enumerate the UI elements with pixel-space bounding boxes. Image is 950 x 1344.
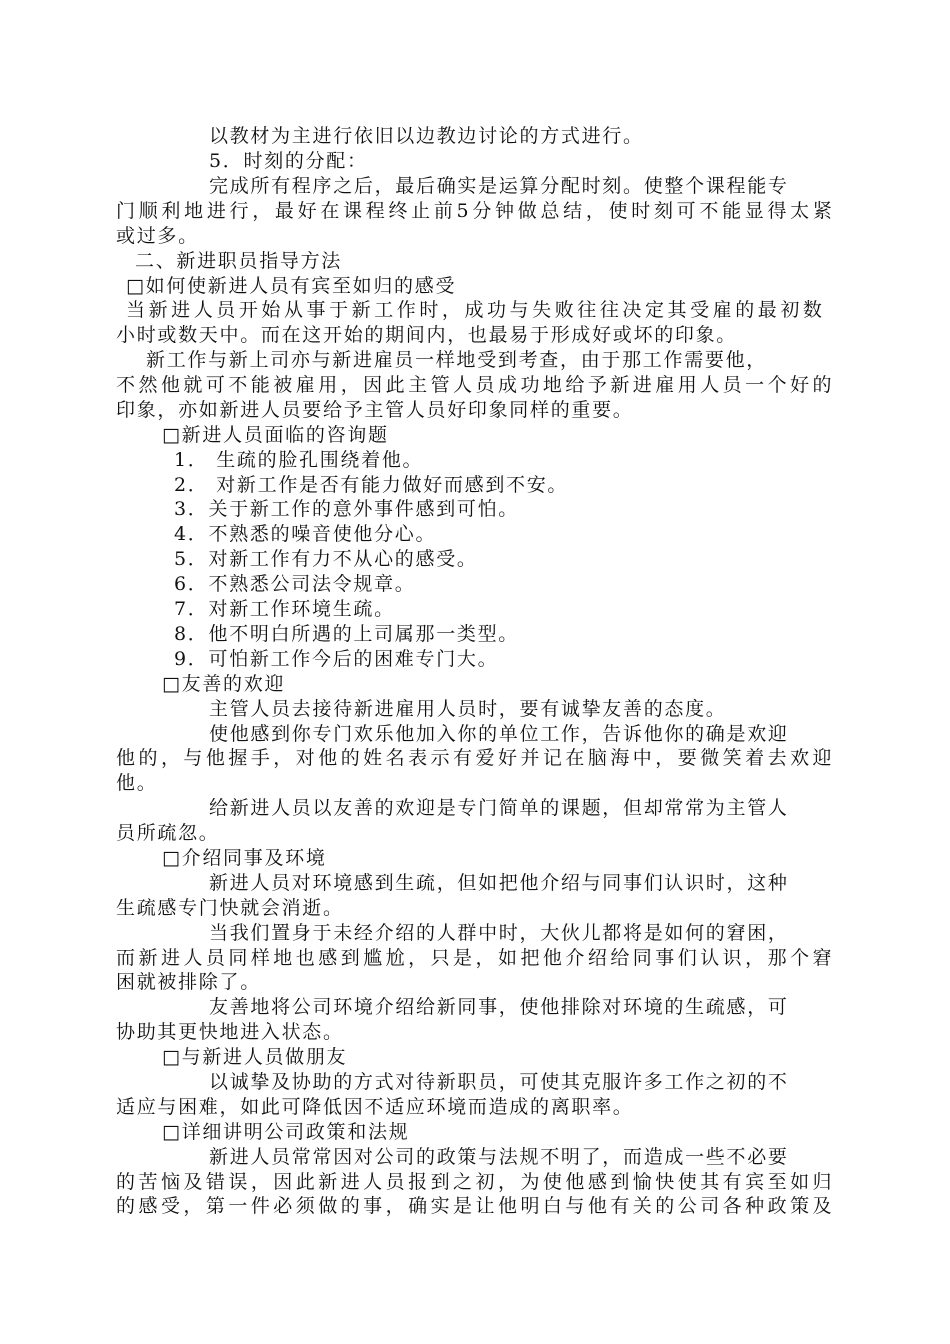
text-line: 的 苦 恼 及 错 误 ， 因 此 新 进 人 员 报 到 之 初 ， 为 使 他 感 到 愉 快 使 其 有 宾 至 如 归 xyxy=(116,1171,832,1193)
text-line: 适应与困难，如此可降低因不适应环境而造成的离职率。 xyxy=(116,1096,634,1118)
text-line: 友善地将公司环境介绍给新同事，使他排除对环境的生疏感，可 xyxy=(209,996,789,1018)
section-heading: 二、新进职员指导方法 xyxy=(135,250,343,272)
list-item: 1． 生疏的脸孔围绕着他。 xyxy=(174,449,424,471)
text-line: 完成所有程序之后，最后确实是运算分配时刻。使整个课程能专 xyxy=(209,175,789,197)
list-item: 9．可怕新工作今后的困难专门大。 xyxy=(174,648,499,670)
text-line: 的 感 受 ， 第 一 件 必 须 做 的 事 ， 确 实 是 让 他 明 白 与 他 有 关 的 公 司 各 种 政 策 及 xyxy=(116,1195,832,1217)
text-line: 当 新 进 人 员 开 始 从 事 于 新 工 作 时 ， 成 功 与 失 败 往 往 决 定 其 受 雇 的 最 初 数 xyxy=(126,299,822,321)
text-line: 给新进人员以友善的欢迎是专门简单的课题，但却常常为主管人 xyxy=(209,797,789,819)
text-line: 小时或数天中。而在这开始的期间内，也最易于形成好或坏的印象。 xyxy=(116,324,738,346)
text-line: 新进人员常常因对公司的政策与法规不明了，而造成一些不必要 xyxy=(209,1146,789,1168)
subsection-heading: □如何使新进人员有宾至如归的感受 xyxy=(126,275,457,297)
text-line: 主管人员去接待新进雇用人员时，要有诚挚友善的态度。 xyxy=(209,698,727,720)
text-line: 使他感到你专门欢乐他加入你的单位工作，告诉他你的确是欢迎 xyxy=(209,723,789,745)
text-line: 当我们置身于未经介绍的人群中时，大伙儿都将是如何的窘困， xyxy=(209,922,789,944)
list-item: 5．对新工作有力不从心的感受。 xyxy=(174,548,478,570)
text-line: 他。 xyxy=(116,772,158,794)
text-line: 新工作与新上司亦与新进雇员一样地受到考查，由于那工作需要他， xyxy=(146,349,768,371)
text-line: 或过多。 xyxy=(116,225,199,247)
text-line: 不 然 他 就 可 不 能 被 雇 用 ， 因 此 主 管 人 员 成 功 地 给 予 新 进 雇 用 人 员 一 个 好 的 xyxy=(116,374,832,396)
text-line: 以教材为主进行依旧以边教边讨论的方式进行。 xyxy=(209,125,644,147)
text-line: 5．时刻的分配： xyxy=(209,150,368,172)
text-line: 生疏感专门快就会消逝。 xyxy=(116,897,344,919)
list-item: 2． 对新工作是否有能力做好而感到不安。 xyxy=(174,474,569,496)
text-line: 他 的 ， 与 他 握 手 ， 对 他 的 姓 名 表 示 有 爱 好 并 记 在 脑 海 中 ， 要 微 笑 着 去 欢 迎 xyxy=(116,747,832,769)
text-line: 协助其更快地进入状态。 xyxy=(116,1021,344,1043)
text-line: 员所疏忽。 xyxy=(116,822,220,844)
subsection-heading: □与新进人员做朋友 xyxy=(162,1046,348,1068)
list-item: 3．关于新工作的意外事件感到可怕。 xyxy=(174,498,519,520)
subsection-heading: □详细讲明公司政策和法规 xyxy=(162,1121,410,1143)
text-line: 困就被排除了。 xyxy=(116,971,261,993)
list-item: 8．他不明白所遇的上司属那一类型。 xyxy=(174,623,519,645)
list-item: 4．不熟悉的噪音使他分心。 xyxy=(174,523,437,545)
text-line: 而 新 进 人 员 同 样 地 也 感 到 尴 尬 ， 只 是 ， 如 把 他 介 绍 给 同 事 们 认 识 ， 那 个 窘 xyxy=(116,947,832,969)
list-item: 7．对新工作环境生疏。 xyxy=(174,598,395,620)
list-item: 6．不熟悉公司法令规章。 xyxy=(174,573,416,595)
text-line: 以诚挚及协助的方式对待新职员，可使其克服许多工作之初的不 xyxy=(209,1071,789,1093)
subsection-heading: □新进人员面临的咨询题 xyxy=(162,424,389,446)
text-line: 新进人员对环境感到生疏，但如把他介绍与同事们认识时，这种 xyxy=(209,872,789,894)
subsection-heading: □介绍同事及环境 xyxy=(162,847,327,869)
text-line: 门 顺 利 地 进 行 ， 最 好 在 课 程 终 止 前 5 分 钟 做 总 结 ， 使 时 刻 可 不 能 显 得 太 紧 xyxy=(116,200,832,222)
subsection-heading: □友善的欢迎 xyxy=(162,673,286,695)
text-line: 印象，亦如新进人员要给予主管人员好印象同样的重要。 xyxy=(116,399,634,421)
